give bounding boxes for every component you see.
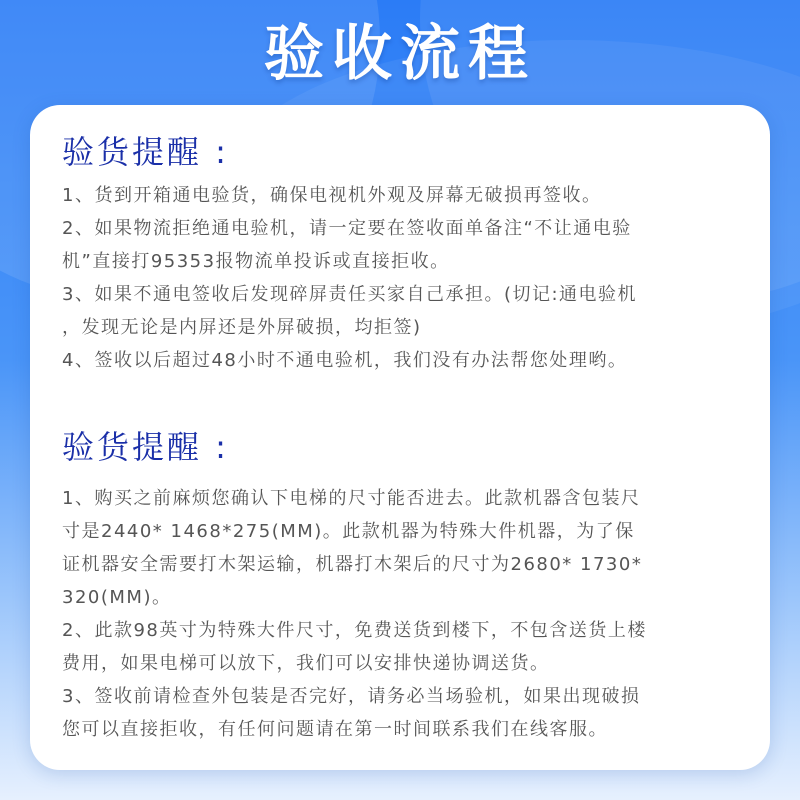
section-heading: 验货提醒 : — [62, 133, 229, 171]
text-line: 1、货到开箱通电验货，确保电视机外观及屏幕无破损再签收。 — [62, 185, 602, 206]
text-line: 2、如果物流拒绝通电验机，请一定要在签收面单备注“不让通电验 — [62, 218, 632, 239]
text-line: 3、如果不通电签收后发现碎屏责任买家自己承担。(切记:通电验机 — [62, 284, 638, 305]
text-line: 4、签收以后超过48小时不通电验机，我们没有办法帮您处理哟。 — [62, 350, 628, 371]
section-paragraph — [62, 179, 742, 377]
section-paragraph — [62, 482, 742, 746]
text-line: 320(MM)。 — [62, 587, 172, 608]
text-line: 机”直接打95353报物流单投诉或直接拒收。 — [62, 251, 450, 272]
text-line: 费用，如果电梯可以放下，我们可以安排快递协调送货。 — [62, 653, 550, 674]
text-line: ，发现无论是内屏还是外屏破损，均拒签) — [62, 317, 422, 338]
text-line: 寸是2440* 1468*275(MM)。此款机器为特殊大件机器，为了保 — [62, 521, 635, 542]
text-line: 1、购买之前麻烦您确认下电梯的尺寸能否进去。此款机器含包装尺 — [62, 488, 641, 509]
text-line: 证机器安全需要打木架运输，机器打木架后的尺寸为2680* 1730* — [62, 554, 643, 575]
content-card — [30, 105, 770, 770]
text-line: 3、签收前请检查外包装是否完好，请务必当场验机，如果出现破损 — [62, 686, 641, 707]
text-line: 您可以直接拒收，有任何问题请在第一时间联系我们在线客服。 — [62, 719, 608, 740]
text-line: 2、此款98英寸为特殊大件尺寸，免费送货到楼下，不包含送货上楼 — [62, 620, 647, 641]
page-title: 验收流程 — [264, 19, 536, 89]
section-heading: 验货提醒 : — [62, 428, 229, 466]
